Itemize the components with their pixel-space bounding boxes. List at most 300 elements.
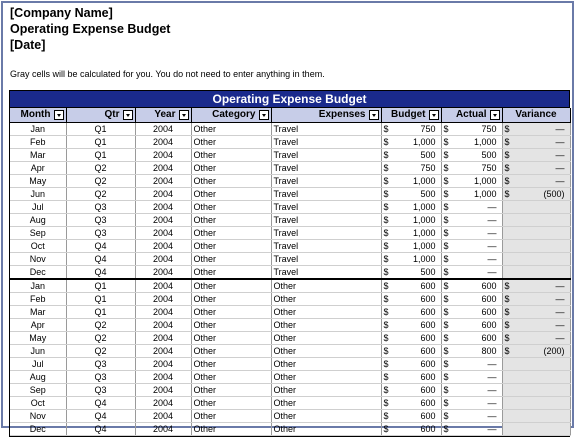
qtr-cell[interactable]: Q4	[66, 396, 135, 409]
currency-symbol: $	[443, 332, 449, 343]
budget-cell[interactable]	[381, 396, 441, 409]
currency-symbol: $	[383, 384, 389, 395]
budget-cell[interactable]	[381, 174, 441, 187]
actual-value: 600	[481, 306, 497, 317]
year-cell[interactable]: 2004	[135, 213, 191, 226]
table-row	[10, 383, 570, 396]
variance-cell	[502, 239, 570, 252]
variance-value: —	[555, 162, 565, 173]
table-row	[10, 265, 570, 279]
category-cell[interactable]: Other	[191, 122, 271, 135]
document-title[interactable]: Operating Expense Budget	[10, 22, 171, 36]
actual-cell[interactable]	[441, 396, 502, 409]
month-cell[interactable]: May	[10, 174, 66, 187]
currency-symbol: $	[383, 162, 389, 173]
qtr-cell[interactable]: Q3	[66, 213, 135, 226]
qtr-cell[interactable]: Q4	[66, 252, 135, 265]
expenses-cell[interactable]: Other	[271, 279, 381, 293]
table-row	[10, 252, 570, 265]
month-cell[interactable]: Apr	[10, 161, 66, 174]
variance-cell	[502, 331, 570, 344]
variance-cell	[502, 226, 570, 239]
month-cell[interactable]: Jan	[10, 122, 66, 135]
year-cell[interactable]: 2004	[135, 239, 191, 252]
currency-symbol: $	[443, 188, 449, 199]
variance-cell	[502, 422, 570, 435]
currency-symbol: $	[443, 201, 449, 212]
category-cell[interactable]: Other	[191, 370, 271, 383]
actual-cell[interactable]	[441, 122, 502, 135]
month-cell[interactable]: Sep	[10, 383, 66, 396]
qtr-cell[interactable]: Q4	[66, 422, 135, 435]
actual-cell[interactable]	[441, 344, 502, 357]
actual-cell[interactable]	[441, 174, 502, 187]
actual-cell[interactable]	[441, 357, 502, 370]
budget-value: 1,000	[412, 175, 436, 186]
month-cell[interactable]: Mar	[10, 305, 66, 318]
filter-dropdown-icon[interactable]	[369, 110, 379, 120]
actual-cell[interactable]	[441, 279, 502, 293]
table-row	[10, 122, 570, 135]
qtr-cell[interactable]: Q4	[66, 409, 135, 422]
currency-symbol: $	[383, 319, 389, 330]
month-cell[interactable]: May	[10, 331, 66, 344]
month-cell[interactable]: Feb	[10, 292, 66, 305]
year-cell[interactable]: 2004	[135, 252, 191, 265]
budget-cell[interactable]	[381, 252, 441, 265]
budget-cell[interactable]	[381, 135, 441, 148]
expenses-cell[interactable]: Travel	[271, 122, 381, 135]
table-row	[10, 213, 570, 226]
variance-cell	[502, 383, 570, 396]
actual-value: —	[487, 384, 497, 395]
month-cell[interactable]: Oct	[10, 239, 66, 252]
currency-symbol: $	[504, 175, 510, 186]
currency-symbol: $	[443, 306, 449, 317]
budget-cell[interactable]	[381, 226, 441, 239]
variance-cell	[502, 396, 570, 409]
currency-symbol: $	[504, 123, 510, 134]
filter-dropdown-icon[interactable]	[179, 110, 189, 120]
qtr-cell[interactable]: Q3	[66, 383, 135, 396]
qtr-cell[interactable]: Q3	[66, 226, 135, 239]
expenses-cell[interactable]: Travel	[271, 239, 381, 252]
year-cell[interactable]: 2004	[135, 200, 191, 213]
currency-symbol: $	[504, 162, 510, 173]
budget-value: 600	[420, 358, 436, 369]
budget-cell[interactable]	[381, 161, 441, 174]
table-row	[10, 318, 570, 331]
currency-symbol: $	[443, 319, 449, 330]
qtr-cell[interactable]: Q1	[66, 122, 135, 135]
actual-value: 800	[481, 345, 497, 356]
category-cell[interactable]: Other	[191, 187, 271, 200]
month-cell[interactable]: Aug	[10, 370, 66, 383]
budget-value: 600	[420, 280, 436, 291]
date-field[interactable]: [Date]	[10, 38, 46, 52]
actual-value: —	[487, 423, 497, 434]
table-title: Operating Expense Budget	[10, 91, 569, 108]
year-cell[interactable]: 2004	[135, 122, 191, 135]
category-cell[interactable]: Other	[191, 279, 271, 293]
table-row	[10, 239, 570, 252]
budget-value: 600	[420, 397, 436, 408]
table-row	[10, 305, 570, 318]
currency-symbol: $	[504, 136, 510, 147]
qtr-cell[interactable]: Q1	[66, 292, 135, 305]
budget-cell[interactable]	[381, 122, 441, 135]
year-cell[interactable]: 2004	[135, 135, 191, 148]
actual-cell[interactable]	[441, 161, 502, 174]
category-cell[interactable]: Other	[191, 331, 271, 344]
budget-table-container	[9, 90, 570, 437]
currency-symbol: $	[443, 280, 449, 291]
budget-cell[interactable]	[381, 357, 441, 370]
actual-cell[interactable]	[441, 409, 502, 422]
budget-cell[interactable]	[381, 318, 441, 331]
variance-value: —	[555, 319, 565, 330]
month-cell[interactable]: Aug	[10, 213, 66, 226]
filter-dropdown-icon[interactable]	[490, 110, 500, 120]
filter-dropdown-icon[interactable]	[429, 110, 439, 120]
category-cell[interactable]: Other	[191, 396, 271, 409]
table-row	[10, 344, 570, 357]
actual-cell[interactable]	[441, 135, 502, 148]
qtr-cell[interactable]: Q1	[66, 148, 135, 161]
currency-symbol: $	[443, 253, 449, 264]
expenses-cell[interactable]: Other	[271, 344, 381, 357]
currency-symbol: $	[443, 266, 449, 277]
actual-value: —	[487, 253, 497, 264]
expenses-cell[interactable]: Other	[271, 383, 381, 396]
column-header-year: Year	[135, 108, 191, 122]
currency-symbol: $	[443, 240, 449, 251]
table-body	[10, 122, 570, 435]
actual-value: —	[487, 201, 497, 212]
budget-cell[interactable]	[381, 292, 441, 305]
budget-value: 1,000	[412, 214, 436, 225]
currency-symbol: $	[383, 358, 389, 369]
actual-cell[interactable]	[441, 265, 502, 279]
expenses-cell[interactable]: Other	[271, 331, 381, 344]
month-cell[interactable]: Dec	[10, 422, 66, 435]
year-cell[interactable]: 2004	[135, 383, 191, 396]
category-cell[interactable]: Other	[191, 213, 271, 226]
expenses-cell[interactable]: Travel	[271, 161, 381, 174]
actual-value: 1,000	[473, 136, 497, 147]
currency-symbol: $	[504, 345, 510, 356]
expenses-cell[interactable]: Travel	[271, 226, 381, 239]
currency-symbol: $	[443, 227, 449, 238]
expenses-cell[interactable]: Other	[271, 318, 381, 331]
currency-symbol: $	[383, 410, 389, 421]
table-row	[10, 148, 570, 161]
actual-cell[interactable]	[441, 187, 502, 200]
table-row	[10, 200, 570, 213]
expenses-cell[interactable]: Other	[271, 422, 381, 435]
actual-value: —	[487, 227, 497, 238]
year-cell[interactable]: 2004	[135, 422, 191, 435]
budget-cell[interactable]	[381, 305, 441, 318]
variance-cell	[502, 292, 570, 305]
header-row	[10, 108, 570, 122]
year-cell[interactable]: 2004	[135, 279, 191, 293]
variance-cell	[502, 409, 570, 422]
month-cell[interactable]: Mar	[10, 148, 66, 161]
variance-value: (500)	[543, 188, 565, 199]
variance-cell	[502, 200, 570, 213]
budget-value: 1,000	[412, 227, 436, 238]
expenses-cell[interactable]: Travel	[271, 265, 381, 279]
actual-cell[interactable]	[441, 226, 502, 239]
category-cell[interactable]: Other	[191, 357, 271, 370]
currency-symbol: $	[383, 149, 389, 160]
actual-cell[interactable]	[441, 148, 502, 161]
qtr-cell[interactable]: Q2	[66, 344, 135, 357]
expenses-cell[interactable]: Travel	[271, 174, 381, 187]
qtr-cell[interactable]: Q4	[66, 239, 135, 252]
budget-value: 1,000	[412, 201, 436, 212]
budget-cell[interactable]	[381, 213, 441, 226]
actual-cell[interactable]	[441, 252, 502, 265]
variance-cell	[502, 161, 570, 174]
month-cell[interactable]: Jul	[10, 200, 66, 213]
actual-cell[interactable]	[441, 383, 502, 396]
year-cell[interactable]: 2004	[135, 331, 191, 344]
qtr-cell[interactable]: Q2	[66, 318, 135, 331]
category-cell[interactable]: Other	[191, 292, 271, 305]
expenses-cell[interactable]: Travel	[271, 187, 381, 200]
variance-cell	[502, 213, 570, 226]
year-cell[interactable]: 2004	[135, 318, 191, 331]
currency-symbol: $	[504, 319, 510, 330]
budget-cell[interactable]	[381, 148, 441, 161]
category-cell[interactable]: Other	[191, 305, 271, 318]
year-cell[interactable]: 2004	[135, 292, 191, 305]
category-cell[interactable]: Other	[191, 409, 271, 422]
budget-cell[interactable]	[381, 239, 441, 252]
column-header-expenses: Expenses	[271, 108, 381, 122]
budget-table	[10, 108, 571, 436]
currency-symbol: $	[383, 253, 389, 264]
table-row	[10, 226, 570, 239]
currency-symbol: $	[443, 371, 449, 382]
budget-cell[interactable]	[381, 187, 441, 200]
variance-cell	[502, 187, 570, 200]
qtr-cell[interactable]: Q2	[66, 161, 135, 174]
qtr-cell[interactable]: Q1	[66, 279, 135, 293]
currency-symbol: $	[504, 188, 510, 199]
column-header-category: Category	[191, 108, 271, 122]
table-row	[10, 357, 570, 370]
year-cell[interactable]: 2004	[135, 148, 191, 161]
expenses-cell[interactable]: Other	[271, 409, 381, 422]
expenses-cell[interactable]: Travel	[271, 135, 381, 148]
variance-value: —	[555, 136, 565, 147]
currency-symbol: $	[383, 280, 389, 291]
actual-cell[interactable]	[441, 292, 502, 305]
currency-symbol: $	[443, 423, 449, 434]
actual-cell[interactable]	[441, 318, 502, 331]
category-cell[interactable]: Other	[191, 422, 271, 435]
qtr-cell[interactable]: Q3	[66, 200, 135, 213]
category-cell[interactable]: Other	[191, 265, 271, 279]
expenses-cell[interactable]: Travel	[271, 148, 381, 161]
budget-value: 750	[420, 123, 436, 134]
expenses-cell[interactable]: Other	[271, 357, 381, 370]
currency-symbol: $	[443, 358, 449, 369]
year-cell[interactable]: 2004	[135, 305, 191, 318]
expenses-cell[interactable]: Travel	[271, 213, 381, 226]
budget-value: 600	[420, 332, 436, 343]
category-cell[interactable]: Other	[191, 174, 271, 187]
currency-symbol: $	[383, 227, 389, 238]
year-cell[interactable]: 2004	[135, 226, 191, 239]
filter-dropdown-icon[interactable]	[259, 110, 269, 120]
budget-value: 500	[420, 188, 436, 199]
filter-dropdown-icon[interactable]	[123, 110, 133, 120]
budget-cell[interactable]	[381, 331, 441, 344]
budget-value: 1,000	[412, 253, 436, 264]
expenses-cell[interactable]: Other	[271, 396, 381, 409]
actual-value: 750	[481, 123, 497, 134]
currency-symbol: $	[383, 397, 389, 408]
category-cell[interactable]: Other	[191, 252, 271, 265]
budget-cell[interactable]	[381, 383, 441, 396]
budget-value: 1,000	[412, 136, 436, 147]
budget-cell[interactable]	[381, 200, 441, 213]
month-cell[interactable]: Nov	[10, 252, 66, 265]
qtr-cell[interactable]: Q3	[66, 357, 135, 370]
year-cell[interactable]: 2004	[135, 187, 191, 200]
currency-symbol: $	[383, 188, 389, 199]
variance-cell	[502, 279, 570, 293]
expenses-cell[interactable]: Other	[271, 370, 381, 383]
table-row	[10, 174, 570, 187]
budget-cell[interactable]	[381, 344, 441, 357]
month-cell[interactable]: Jul	[10, 357, 66, 370]
month-cell[interactable]: Sep	[10, 226, 66, 239]
year-cell[interactable]: 2004	[135, 357, 191, 370]
actual-cell[interactable]	[441, 213, 502, 226]
month-cell[interactable]: Nov	[10, 409, 66, 422]
actual-cell[interactable]	[441, 200, 502, 213]
actual-value: —	[487, 266, 497, 277]
actual-cell[interactable]	[441, 370, 502, 383]
instruction-note: Gray cells will be calculated for you. You do not need to enter anything in them.	[10, 69, 325, 79]
qtr-cell[interactable]: Q2	[66, 174, 135, 187]
variance-value: —	[555, 149, 565, 160]
category-cell[interactable]: Other	[191, 200, 271, 213]
actual-value: 1,000	[473, 188, 497, 199]
qtr-cell[interactable]: Q1	[66, 305, 135, 318]
currency-symbol: $	[504, 280, 510, 291]
variance-cell	[502, 174, 570, 187]
budget-value: 750	[420, 162, 436, 173]
category-cell[interactable]: Other	[191, 226, 271, 239]
month-cell[interactable]: Oct	[10, 396, 66, 409]
budget-cell[interactable]	[381, 370, 441, 383]
year-cell[interactable]: 2004	[135, 396, 191, 409]
year-cell[interactable]: 2004	[135, 370, 191, 383]
month-cell[interactable]: Dec	[10, 265, 66, 279]
month-cell[interactable]: Feb	[10, 135, 66, 148]
month-cell[interactable]: Apr	[10, 318, 66, 331]
year-cell[interactable]: 2004	[135, 409, 191, 422]
qtr-cell[interactable]: Q2	[66, 187, 135, 200]
category-cell[interactable]: Other	[191, 344, 271, 357]
currency-symbol: $	[443, 345, 449, 356]
table-row	[10, 409, 570, 422]
currency-symbol: $	[443, 149, 449, 160]
actual-cell[interactable]	[441, 239, 502, 252]
actual-cell[interactable]	[441, 305, 502, 318]
table-row	[10, 331, 570, 344]
year-cell[interactable]: 2004	[135, 174, 191, 187]
variance-value: —	[555, 332, 565, 343]
variance-value: —	[555, 306, 565, 317]
year-cell[interactable]: 2004	[135, 161, 191, 174]
month-cell[interactable]: Jun	[10, 187, 66, 200]
variance-cell	[502, 122, 570, 135]
filter-dropdown-icon[interactable]	[54, 110, 64, 120]
budget-value: 600	[420, 345, 436, 356]
expenses-cell[interactable]: Other	[271, 292, 381, 305]
qtr-cell[interactable]: Q4	[66, 265, 135, 279]
actual-value: —	[487, 397, 497, 408]
expenses-cell[interactable]: Other	[271, 305, 381, 318]
variance-cell	[502, 252, 570, 265]
qtr-cell[interactable]: Q1	[66, 135, 135, 148]
budget-cell[interactable]	[381, 409, 441, 422]
currency-symbol: $	[383, 201, 389, 212]
company-name[interactable]: [Company Name]	[10, 6, 113, 20]
variance-value: —	[555, 280, 565, 291]
currency-symbol: $	[504, 332, 510, 343]
category-cell[interactable]: Other	[191, 135, 271, 148]
actual-cell[interactable]	[441, 422, 502, 435]
variance-cell	[502, 344, 570, 357]
table-row	[10, 279, 570, 293]
currency-symbol: $	[383, 345, 389, 356]
category-cell[interactable]: Other	[191, 318, 271, 331]
category-cell[interactable]: Other	[191, 239, 271, 252]
year-cell[interactable]: 2004	[135, 344, 191, 357]
expenses-cell[interactable]: Travel	[271, 252, 381, 265]
budget-value: 600	[420, 384, 436, 395]
month-cell[interactable]: Jun	[10, 344, 66, 357]
budget-cell[interactable]	[381, 265, 441, 279]
expenses-cell[interactable]: Travel	[271, 200, 381, 213]
actual-cell[interactable]	[441, 331, 502, 344]
currency-symbol: $	[383, 240, 389, 251]
category-cell[interactable]: Other	[191, 161, 271, 174]
budget-value: 600	[420, 319, 436, 330]
worksheet-frame	[1, 1, 574, 434]
actual-value: 750	[481, 162, 497, 173]
variance-value: —	[555, 123, 565, 134]
variance-value: —	[555, 175, 565, 186]
year-cell[interactable]: 2004	[135, 265, 191, 279]
qtr-cell[interactable]: Q2	[66, 331, 135, 344]
category-cell[interactable]: Other	[191, 148, 271, 161]
budget-cell[interactable]	[381, 279, 441, 293]
budget-value: 600	[420, 371, 436, 382]
category-cell[interactable]: Other	[191, 383, 271, 396]
budget-cell[interactable]	[381, 422, 441, 435]
qtr-cell[interactable]: Q3	[66, 370, 135, 383]
month-cell[interactable]: Jan	[10, 279, 66, 293]
